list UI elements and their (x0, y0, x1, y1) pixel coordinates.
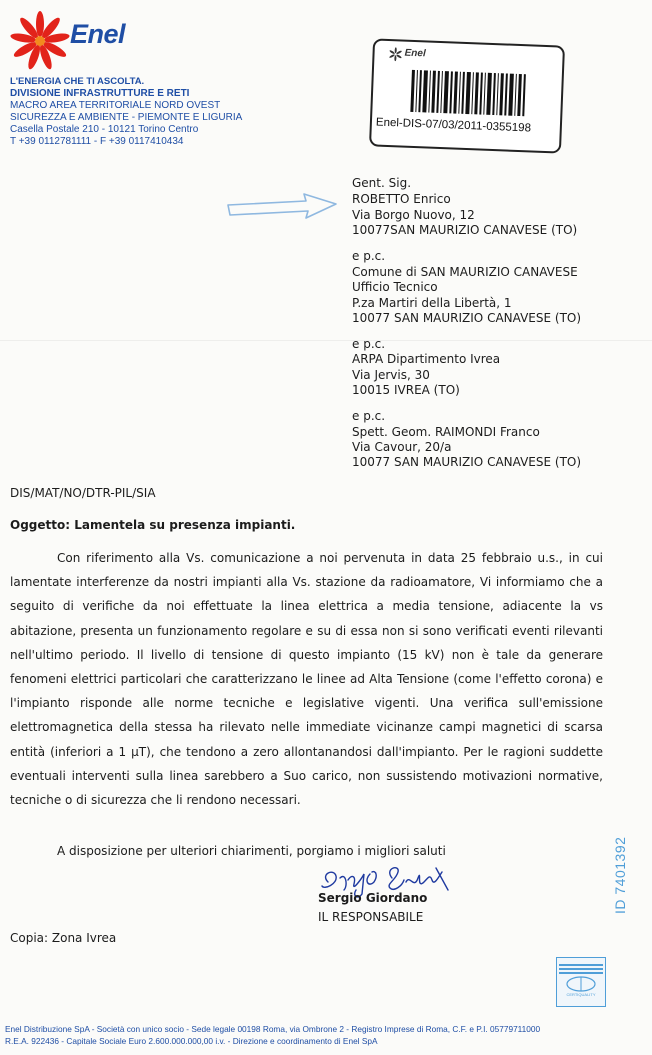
protocol-stamp (369, 38, 565, 153)
cc-comune-name: Comune di SAN MAURIZIO CANAVESE (352, 265, 578, 279)
brand-name: Enel (70, 19, 126, 49)
area-name: MACRO AREA TERRITORIALE NORD OVEST (10, 100, 221, 111)
cert-rule (559, 968, 603, 970)
stamp-brand: Enel (404, 47, 426, 60)
cc-label: e p.c. (352, 409, 386, 423)
barcode-icon (408, 68, 528, 118)
enel-logo-icon (8, 10, 72, 72)
cc-raimondi-name: Spett. Geom. RAIMONDI Franco (352, 425, 540, 439)
brand-tagline: L'ENERGIA CHE TI ASCOLTA. (10, 76, 145, 87)
letter-body: Con riferimento alla Vs. comunicazione a noi pervenuta in data 25 febbraio u.s., in cui lamentate interferenze da nostri impianti alla Vs. stazione da radioamatore, Vi informiamo che a seguito di verifiche da noi effettuate la linea elettrica a media tensione, adiacente la vs abitazione, presenta un funzionamento regolare e su di essa non si sono verificati eventi rilevanti nell'ultimo periodo. Il livello di tensione di questo impianto (15 kV) non è tale da generare fenomeni elettrici particolari che caratterizzano le linee ad Alta Tensione (come l'effetto corona) e l'impianto risponde alle norme tecniche e legislative vigenti. Una verifica sull'emissione elettromagnetica della stessa ha rilevato nelle immediate vicinanze campi magnetici di scarsa entità (inferiori a 1 μT), che tendono a zero allontanandosi dall'impianto. Per le ragioni suddette eventuali interventi sulla linea sarebbero a Suo carico, non sussistendo motivazioni normative, tecniche o di sicurezza che li rendono necessari. (10, 551, 603, 808)
reference-code: DIS/MAT/NO/DTR-PIL/SIA (10, 486, 156, 500)
cc-arpa-street: Via Jervis, 30 (352, 368, 430, 382)
certification-badge (556, 957, 606, 1007)
cc-comune-street: P.za Martiri della Libertà, 1 (352, 296, 512, 310)
footer-company-info: Enel Distribuzione SpA - Società con unico socio - Sede legale 00198 Roma, via Ombrone 2 - Registro Imprese di Roma, C.F. e P.I. 05779711000 (5, 1024, 541, 1034)
phone-fax: T +39 0112781111 - F +39 0117410434 (10, 136, 184, 147)
subject-line: Oggetto: Lamentela su presenza impianti. (10, 518, 296, 532)
cc-comune-city: 10077 SAN MAURIZIO CANAVESE (TO) (352, 311, 582, 325)
recipient-name: ROBETTO Enrico (352, 192, 451, 206)
signer-role: IL RESPONSABILE (318, 910, 424, 924)
division-name: DIVISIONE INFRASTRUTTURE E RETI (10, 88, 190, 99)
cc-arpa-name: ARPA Dipartimento Ivrea (352, 352, 501, 366)
document-id: ID 7401392 (612, 836, 628, 914)
cc-arpa-city: 10015 IVREA (TO) (352, 383, 460, 397)
certification-seal-icon (565, 975, 597, 993)
cc-raimondi-city: 10077 SAN MAURIZIO CANAVESE (TO) (352, 455, 582, 469)
recipient-city: 10077SAN MAURIZIO CANAVESE (TO) (352, 223, 578, 237)
copy-note: Copia: Zona Ivrea (10, 931, 117, 945)
cert-rule (559, 972, 603, 974)
cc-label: e p.c. (352, 249, 386, 263)
postal-address: Casella Postale 210 - 10121 Torino Centro (10, 124, 199, 135)
protocol-number: Enel-DIS-07/03/2011-0355198 (375, 116, 532, 135)
signer-name: Sergio Giordano (318, 891, 428, 905)
footer-capital-info: R.E.A. 922436 - Capitale Sociale Euro 2.600.000.000,00 i.v. - Direzione e coordinamento di Enel SpA (5, 1036, 378, 1046)
closing-line: A disposizione per ulteriori chiarimenti, porgiamo i migliori saluti (57, 844, 446, 858)
recipient-salutation: Gent. Sig. (352, 176, 412, 190)
cc-label: e p.c. (352, 337, 386, 351)
cc-comune-office: Ufficio Tecnico (352, 280, 438, 294)
recipient-street: Via Borgo Nuovo, 12 (352, 208, 475, 222)
cc-raimondi-street: Via Cavour, 20/a (352, 440, 452, 454)
cert-rule (559, 964, 603, 966)
arrow-right-icon (226, 192, 340, 224)
certification-label: CERTIQUALITY (566, 992, 596, 997)
stamp-logo-icon (388, 47, 403, 62)
paper-fold-line (0, 340, 652, 341)
unit-name: SICUREZZA E AMBIENTE - PIEMONTE E LIGURIA (10, 112, 243, 123)
